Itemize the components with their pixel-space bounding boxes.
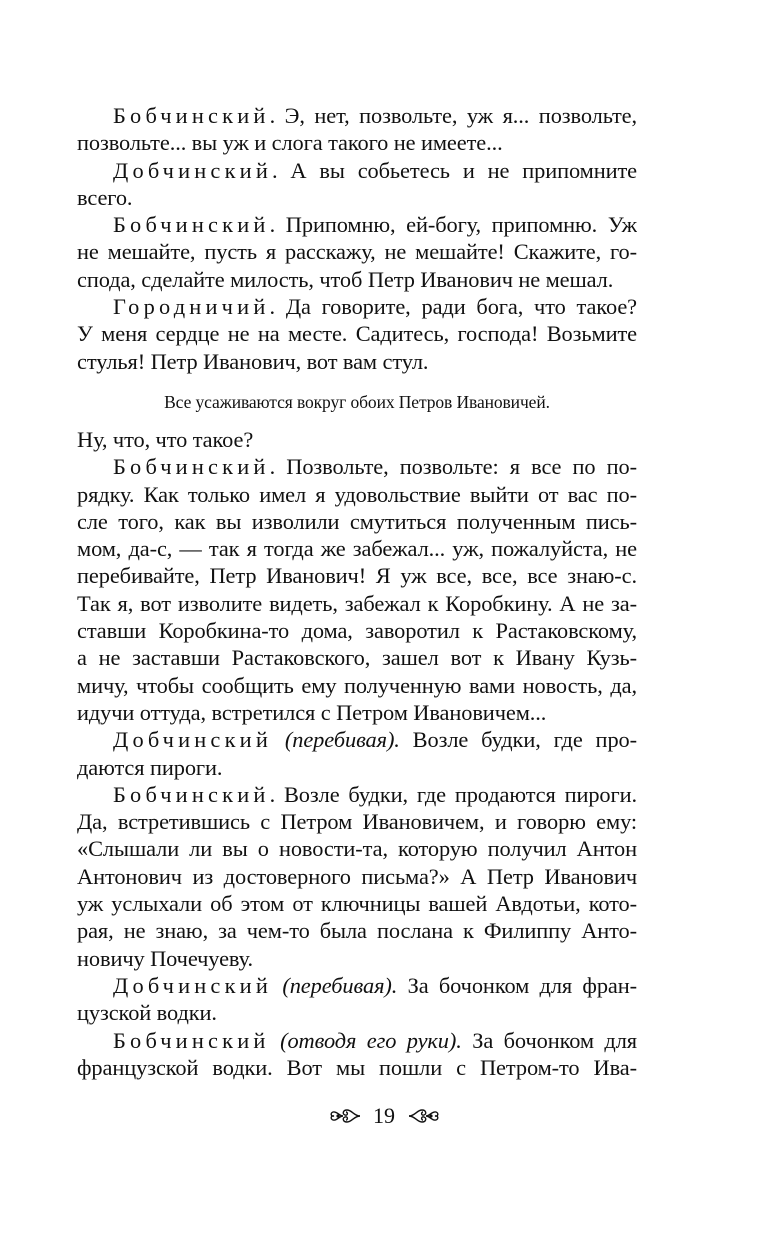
text-line: мом, да-с, — так я тогда же забежал... уж, пожалуйста, не <box>77 536 637 562</box>
text-line: Антонович из достоверного письма?» А Петр Иванович <box>77 863 637 889</box>
text-line <box>77 1027 637 1054</box>
speech-text: За бочонком для фран- <box>397 972 637 998</box>
text-line: сле того, как вы изволили смутиться полученным пись- <box>77 508 637 534</box>
text-line: даются пироги. <box>77 754 223 780</box>
text-line <box>77 102 637 129</box>
speech-line-start: . <box>269 103 285 128</box>
speech-text: . Припомню, ей-богу, припомню. Уж <box>269 212 637 238</box>
speaker-name: Бобчинский <box>113 454 270 480</box>
text-line: не мешайте, пусть я расскажу, не мешайте! Скажите, го- <box>77 239 637 265</box>
text-line: ставши Коробкина-то дома, заворотил к Растаковскому, <box>77 618 637 644</box>
text-line <box>77 781 637 808</box>
text-line: Так я, вот изволите видеть, забежал к Коробкину. А не за- <box>77 590 637 616</box>
speech-text: . Да говорите, ради бога, что такое? <box>269 294 637 320</box>
text-line: стулья! Петр Иванович, вот вам стул. <box>77 348 429 374</box>
stage-direction: Все усаживаются вокруг обоих Петров Ивановичей. <box>164 391 550 412</box>
text-line: Ну, что, что такое? <box>77 426 254 452</box>
text-line: а не заставши Растаковского, зашел вот к Ивану Кузь- <box>77 645 637 671</box>
text-line <box>77 726 637 753</box>
speaker-name: Бобчинский <box>113 1027 270 1053</box>
text-line: У меня сердце не на месте. Садитесь, господа! Возьмите <box>77 321 637 347</box>
text-line: уж услыхали об этом от ключницы вашей Авдотьи, кото- <box>77 891 637 917</box>
speech-text: . Позвольте, позвольте: я все по по- <box>269 454 637 480</box>
text-line: рая, не знаю, за чем-то была послана к Филиппу Анто- <box>77 918 637 944</box>
text-line <box>77 453 637 480</box>
fleuron-right-icon <box>407 1105 441 1127</box>
page-footer <box>0 1100 768 1130</box>
text-line: рядку. Как только имел я удовольствие выйти от вас по- <box>77 481 637 507</box>
speaker-name: Городничий <box>113 294 270 320</box>
text-line: французской водки. Вот мы пошли с Петром-то Ива- <box>77 1054 637 1080</box>
text-line <box>77 972 637 999</box>
text-line <box>77 211 637 238</box>
speaker-name: Бобчинский <box>113 212 270 238</box>
text-line: перебивайте, Петр Иванович! Я уж все, все, все знаю-с. <box>77 563 637 589</box>
speech-text: За бочонком для <box>461 1027 637 1053</box>
page-number: 19 <box>373 1102 395 1128</box>
text-line <box>77 157 637 184</box>
speaker-name: Добчинский <box>113 157 273 183</box>
text-line: новичу Почечуеву. <box>77 945 253 971</box>
speaker-name: Бобчинский <box>113 781 270 807</box>
text-line: мичу, чтобы сообщить ему полученную вами новость, да, <box>77 672 637 698</box>
text-line: всего. <box>77 184 133 210</box>
text-line <box>77 293 637 320</box>
speech-text: Э, нет, позвольте, уж я... позвольте, <box>284 103 637 128</box>
speaker-name: Добчинский <box>113 972 273 998</box>
text-line: спода, сделайте милость, чтоб Петр Иванович не мешал. <box>77 266 614 292</box>
speaker-name: Бобчинский <box>113 103 270 128</box>
speech-text: Возле будки, где про- <box>399 727 637 753</box>
speech-text: . Возле будки, где продаются пироги. <box>269 781 637 807</box>
text-line: позвольте... вы уж и слога такого не имеете... <box>77 130 503 156</box>
text-line: «Слышали ли вы о новости-та, которую получил Антон <box>77 836 637 862</box>
text-line: идучи оттуда, встретился с Петром Ивановичем... <box>77 699 547 725</box>
stage-remark: (перебивая). <box>282 972 398 998</box>
text-line: цузской водки. <box>77 1000 217 1026</box>
play-text <box>77 102 637 1081</box>
stage-remark: (отводя его руки). <box>280 1027 462 1053</box>
speaker-name: Добчинский <box>113 727 273 753</box>
text-line: Да, встретившись с Петром Ивановичем, и говорю ему: <box>77 809 637 835</box>
speech-text: . А вы собьетесь и не припомните <box>272 157 637 183</box>
fleuron-left-icon <box>328 1105 362 1127</box>
stage-remark: (перебивая). <box>284 727 400 753</box>
